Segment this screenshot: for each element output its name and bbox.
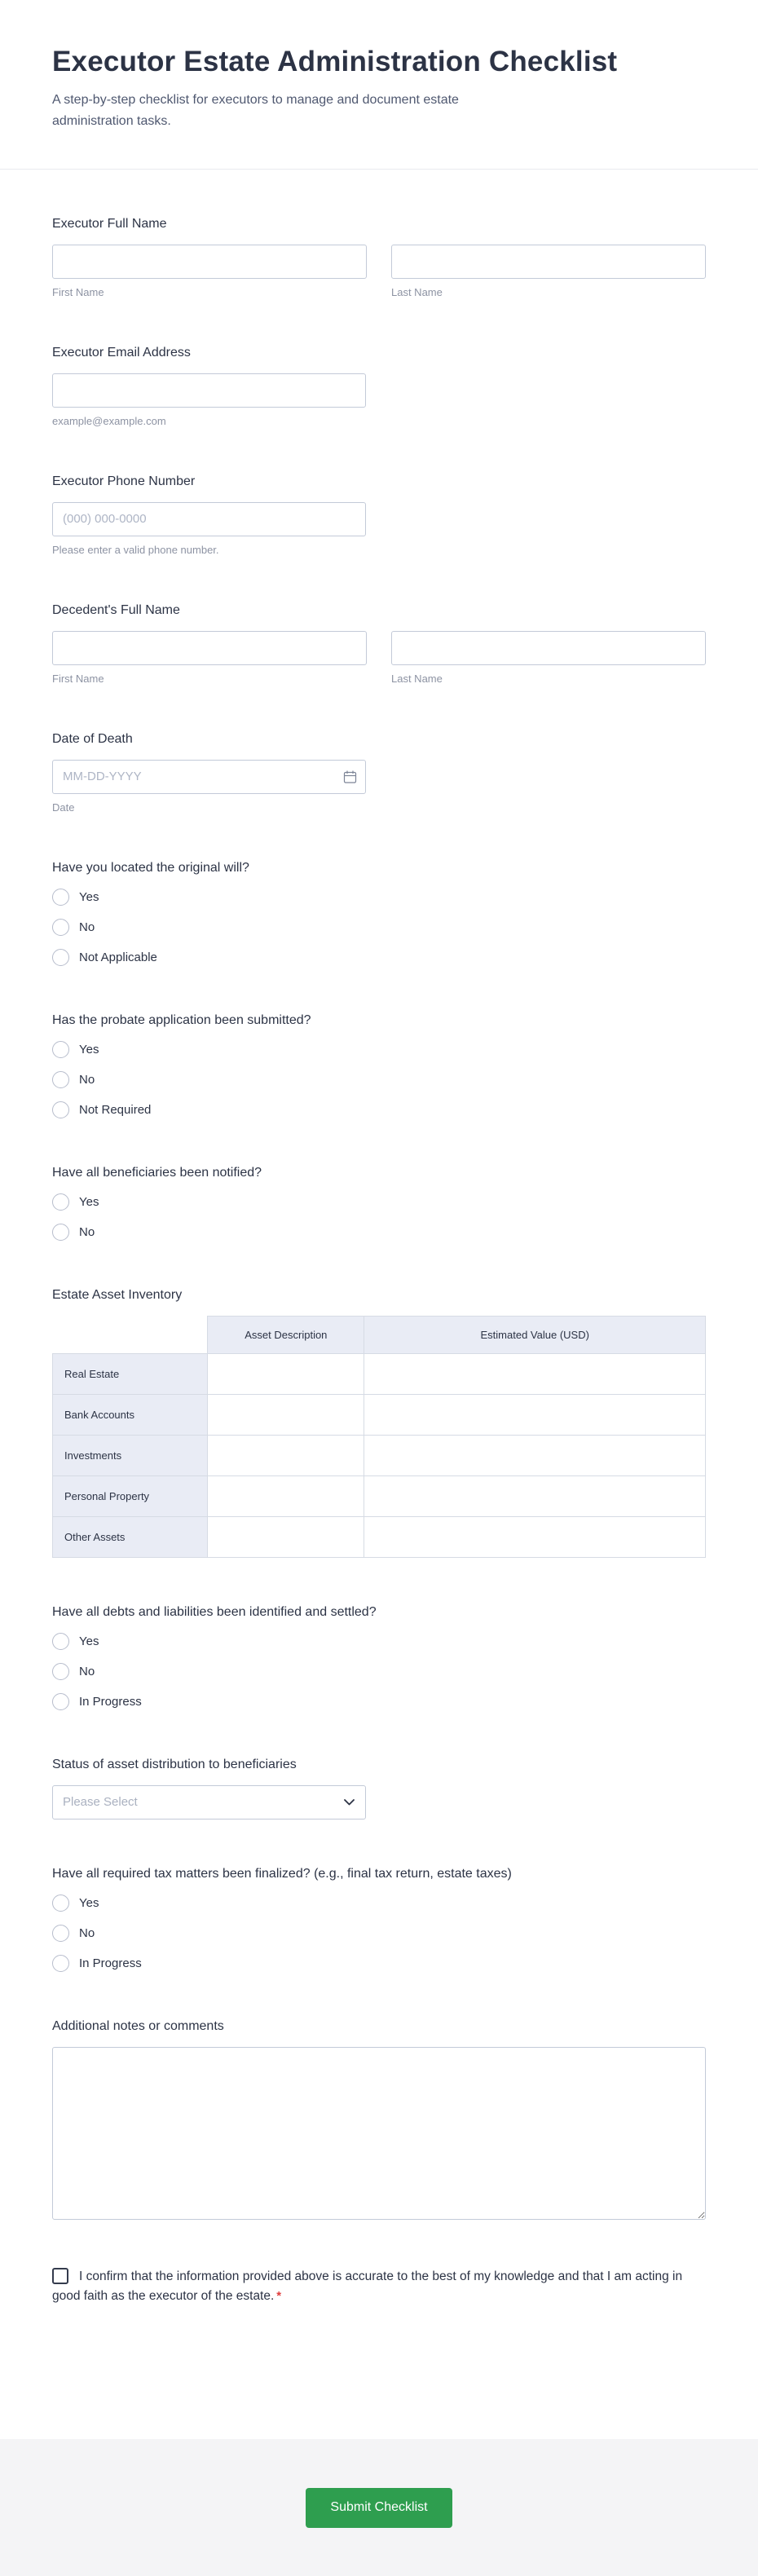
select-placeholder: Please Select: [63, 1795, 138, 1810]
estimated-value-input[interactable]: [364, 1354, 705, 1393]
asset-description-input[interactable]: [208, 1517, 364, 1556]
radio-options: [52, 1193, 706, 1241]
last-name-sublabel: Last Name: [391, 285, 443, 298]
first-name-column: [52, 631, 367, 685]
table-cell: [364, 1516, 706, 1557]
table-row-real-estate: [53, 1353, 706, 1394]
radio-button-icon[interactable]: [52, 1071, 69, 1088]
asset-inventory-table: [52, 1316, 706, 1558]
radio-option-no[interactable]: [52, 1071, 95, 1088]
field-beneficiaries-notified: [52, 1166, 706, 1241]
option-label: Not Applicable: [79, 950, 157, 964]
column-header-asset-description: Asset Description: [208, 1316, 364, 1353]
asset-description-input[interactable]: [208, 1354, 364, 1393]
field-will-located: [52, 861, 706, 966]
page-title: Executor Estate Administration Checklist: [52, 46, 618, 77]
radio-button-icon[interactable]: [52, 1925, 69, 1942]
radio-options: [52, 1041, 706, 1118]
radio-option-in-progress[interactable]: [52, 1955, 142, 1972]
distribution-status-select[interactable]: [52, 1785, 366, 1820]
chevron-down-icon: [344, 1799, 355, 1806]
radio-button-icon[interactable]: [52, 1193, 69, 1211]
row-header: Personal Property: [53, 1475, 208, 1516]
date-sublabel: Date: [52, 801, 75, 814]
option-label: In Progress: [79, 1694, 142, 1709]
field-probate-submitted: [52, 1013, 706, 1118]
field-label: Estate Asset Inventory: [52, 1287, 183, 1302]
asset-description-input[interactable]: [208, 1476, 364, 1515]
field-tax-matters: [52, 1867, 706, 1972]
table-cell: [364, 1353, 706, 1394]
executor-email-input[interactable]: [52, 373, 366, 408]
asset-description-input[interactable]: [208, 1395, 364, 1434]
field-executor-email: [52, 346, 706, 427]
option-label: Yes: [79, 889, 99, 904]
form-header: [0, 0, 758, 170]
radio-button-icon[interactable]: [52, 1224, 69, 1241]
field-label: Status of asset distribution to beneficiaries: [52, 1757, 297, 1771]
radio-option-yes[interactable]: [52, 1193, 99, 1211]
table-cell: [208, 1394, 364, 1435]
radio-option-no[interactable]: [52, 1663, 95, 1680]
first-name-column: [52, 245, 367, 298]
field-label: Have all debts and liabilities been identified and settled?: [52, 1604, 377, 1619]
first-name-sublabel: First Name: [52, 672, 104, 685]
table-cell: [364, 1475, 706, 1516]
field-label: Executor Full Name: [52, 216, 167, 231]
column-header-estimated-value: Estimated Value (USD): [364, 1316, 706, 1353]
radio-button-icon[interactable]: [52, 1101, 69, 1118]
option-label: Yes: [79, 1634, 99, 1648]
asset-description-input[interactable]: [208, 1436, 364, 1475]
option-label: In Progress: [79, 1956, 142, 1970]
field-label: Date of Death: [52, 731, 133, 746]
radio-option-yes[interactable]: [52, 1633, 99, 1650]
field-label: Have all required tax matters been finalized? (e.g., final tax return, estate taxes): [52, 1866, 512, 1881]
executor-first-name-input[interactable]: [52, 245, 367, 279]
field-distribution-status: [52, 1758, 706, 1820]
radio-button-icon[interactable]: [52, 1663, 69, 1680]
first-name-sublabel: First Name: [52, 285, 104, 298]
notes-textarea[interactable]: [52, 2047, 706, 2220]
last-name-column: [391, 631, 706, 685]
option-label: Not Required: [79, 1102, 152, 1117]
date-of-death-input[interactable]: [52, 760, 366, 794]
executor-last-name-input[interactable]: [391, 245, 706, 279]
table-cell: [208, 1475, 364, 1516]
last-name-column: [391, 245, 706, 298]
table-cell: [208, 1516, 364, 1557]
table-header-row: [53, 1316, 706, 1353]
radio-options: [52, 1633, 706, 1710]
radio-option-no[interactable]: [52, 1925, 95, 1942]
field-decedent-full-name: [52, 603, 706, 685]
radio-options: [52, 1895, 706, 1972]
name-columns: [52, 245, 706, 298]
checkbox-icon[interactable]: [52, 2268, 68, 2284]
field-label: Decedent's Full Name: [52, 602, 180, 617]
page-subtitle: A step-by-step checklist for executors to manage and document estate administration tasks.: [52, 93, 459, 129]
table-row-personal-property: [53, 1475, 706, 1516]
radio-option-no[interactable]: [52, 919, 95, 936]
field-debts-settled: [52, 1605, 706, 1710]
field-confirmation: [52, 2267, 706, 2306]
estimated-value-input[interactable]: [364, 1436, 705, 1475]
option-label: Yes: [79, 1194, 99, 1209]
option-label: No: [79, 1664, 95, 1678]
radio-options: [52, 889, 706, 966]
field-date-of-death: [52, 732, 706, 814]
field-label: Executor Email Address: [52, 345, 191, 359]
estimated-value-input[interactable]: [364, 1517, 705, 1556]
field-label: Have you located the original will?: [52, 860, 249, 875]
table-cell: [364, 1394, 706, 1435]
submit-section: [0, 2439, 758, 2576]
option-label: No: [79, 1224, 95, 1239]
field-estate-asset-inventory: [52, 1288, 706, 1558]
phone-sublabel: Please enter a valid phone number.: [52, 543, 219, 556]
executor-phone-input[interactable]: [52, 502, 366, 536]
calendar-icon[interactable]: [343, 770, 357, 783]
row-header: Other Assets: [53, 1516, 208, 1557]
date-input-wrap: [52, 760, 366, 794]
decedent-first-name-input[interactable]: [52, 631, 367, 665]
radio-option-in-progress[interactable]: [52, 1693, 142, 1710]
table-cell: [208, 1435, 364, 1475]
field-additional-notes: [52, 2019, 706, 2220]
decedent-last-name-input[interactable]: [391, 631, 706, 665]
confirmation-text: I confirm that the information provided above is accurate to the best of my knowledge and that I am acting in good faith as the executor of the estate.: [52, 2269, 683, 2303]
radio-button-icon[interactable]: [52, 1041, 69, 1058]
table-row-bank-accounts: [53, 1394, 706, 1435]
estimated-value-input[interactable]: [364, 1476, 705, 1515]
radio-option-not-required[interactable]: [52, 1101, 151, 1118]
radio-option-yes[interactable]: [52, 1895, 99, 1912]
field-executor-phone: [52, 474, 706, 556]
radio-option-yes[interactable]: [52, 1041, 99, 1058]
radio-button-icon[interactable]: [52, 1895, 69, 1912]
radio-button-icon[interactable]: [52, 889, 69, 906]
field-label: Executor Phone Number: [52, 474, 196, 488]
row-header: Investments: [53, 1435, 208, 1475]
submit-button[interactable]: Submit Checklist: [306, 2488, 452, 2528]
radio-option-no[interactable]: [52, 1224, 95, 1241]
confirmation-checkbox-row[interactable]: [52, 2267, 706, 2306]
radio-option-yes[interactable]: [52, 889, 99, 906]
field-label: Additional notes or comments: [52, 2018, 224, 2033]
form-body: [0, 170, 758, 2373]
email-sublabel: example@example.com: [52, 414, 166, 427]
table-row-other-assets: [53, 1516, 706, 1557]
table-cell: [364, 1435, 706, 1475]
table-row-investments: [53, 1435, 706, 1475]
radio-button-icon[interactable]: [52, 949, 69, 966]
radio-option-not-applicable[interactable]: [52, 949, 157, 966]
radio-button-icon[interactable]: [52, 1955, 69, 1972]
radio-button-icon[interactable]: [52, 919, 69, 936]
table-cell: [208, 1353, 364, 1394]
option-label: Yes: [79, 1042, 99, 1056]
field-label: Have all beneficiaries been notified?: [52, 1165, 262, 1180]
required-asterisk: *: [276, 2288, 282, 2303]
table-corner-cell: [53, 1316, 208, 1353]
row-header: Real Estate: [53, 1353, 208, 1394]
option-label: No: [79, 920, 95, 934]
option-label: No: [79, 1925, 95, 1940]
name-columns: [52, 631, 706, 685]
field-label: Has the probate application been submitted?: [52, 1012, 311, 1027]
option-label: Yes: [79, 1895, 99, 1910]
radio-button-icon[interactable]: [52, 1633, 69, 1650]
field-executor-full-name: [52, 217, 706, 298]
radio-button-icon[interactable]: [52, 1693, 69, 1710]
row-header: Bank Accounts: [53, 1394, 208, 1435]
estimated-value-input[interactable]: [364, 1395, 705, 1434]
last-name-sublabel: Last Name: [391, 672, 443, 685]
option-label: No: [79, 1072, 95, 1087]
